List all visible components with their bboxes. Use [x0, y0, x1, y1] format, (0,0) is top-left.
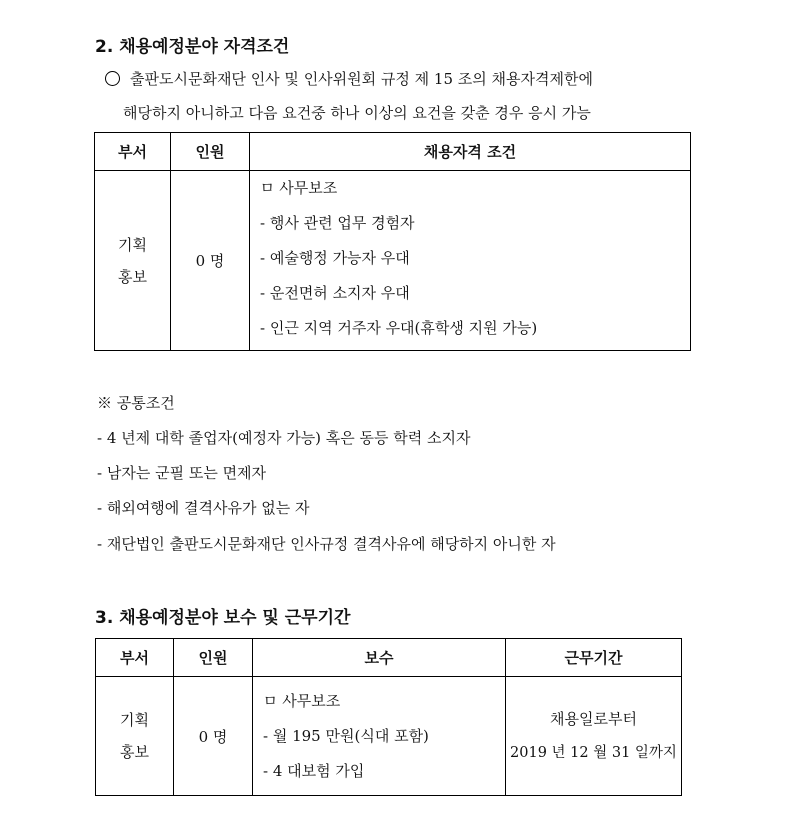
- dept-line1: 기획: [120, 711, 149, 729]
- header-count: 인원: [174, 639, 253, 677]
- pay-item: ㅁ 사무보조: [263, 691, 341, 710]
- period-line1: 채용일로부터: [550, 710, 637, 728]
- pay-item: - 4 대보험 가입: [263, 761, 365, 780]
- period-cell: [506, 677, 682, 796]
- pay-cell: [253, 677, 506, 796]
- conditions-cell: [250, 171, 691, 351]
- dept-cell: [96, 677, 174, 796]
- table-header-row: [95, 133, 691, 171]
- common-condition-item: - 남자는 군필 또는 면제자: [97, 464, 267, 482]
- table-row: [96, 677, 682, 796]
- intro-text: 출판도시문화재단 인사 및 인사위원회 규정 제 15 조의 채용자격제한에: [130, 70, 593, 88]
- dept-cell: [95, 171, 171, 351]
- dept-line2: 홍보: [118, 267, 147, 286]
- circle-bullet-icon: [105, 71, 120, 86]
- qualification-table: [94, 132, 691, 351]
- pay-table: [95, 638, 682, 796]
- table-header-row: [96, 639, 682, 677]
- condition-item: - 인근 지역 거주자 우대(휴학생 지원 가능): [260, 319, 538, 337]
- condition-item: ㅁ 사무보조: [260, 179, 338, 197]
- section2-intro-line1: [105, 68, 593, 89]
- pay-item: - 월 195 만원(식대 포함): [263, 726, 429, 745]
- dept-line1: 기획: [118, 235, 147, 254]
- common-condition-item: - 해외여행에 결격사유가 없는 자: [97, 499, 310, 517]
- section2-title: 2. 채용예정분야 자격조건: [95, 37, 290, 57]
- header-pay: 보수: [253, 639, 506, 677]
- period-line2: 2019 년 12 월 31 일까지: [510, 745, 677, 761]
- count-cell: 0 명: [174, 677, 253, 796]
- header-dept: 부서: [95, 133, 171, 171]
- count-cell: 0 명: [171, 171, 250, 351]
- header-dept: 부서: [96, 639, 174, 677]
- common-conditions-title: ※ 공통조건: [97, 394, 175, 412]
- section2-intro-line2: 해당하지 아니하고 다음 요건중 하나 이상의 요건을 갖춘 경우 응시 가능: [123, 104, 591, 122]
- header-period: 근무기간: [506, 639, 682, 677]
- header-conditions: 채용자격 조건: [250, 133, 691, 171]
- common-condition-item: - 재단법인 출판도시문화재단 인사규정 결격사유에 해당하지 아니한 자: [97, 535, 556, 553]
- table-row: [95, 171, 691, 351]
- condition-item: - 예술행정 가능자 우대: [260, 249, 410, 267]
- section3-title: 3. 채용예정분야 보수 및 근무기간: [95, 608, 351, 628]
- condition-item: - 행사 관련 업무 경험자: [260, 214, 415, 232]
- condition-item: - 운전면허 소지자 우대: [260, 284, 410, 302]
- common-condition-item: - 4 년제 대학 졸업자(예정자 가능) 혹은 동등 학력 소지자: [97, 429, 471, 447]
- dept-line2: 홍보: [120, 743, 149, 761]
- header-count: 인원: [171, 133, 250, 171]
